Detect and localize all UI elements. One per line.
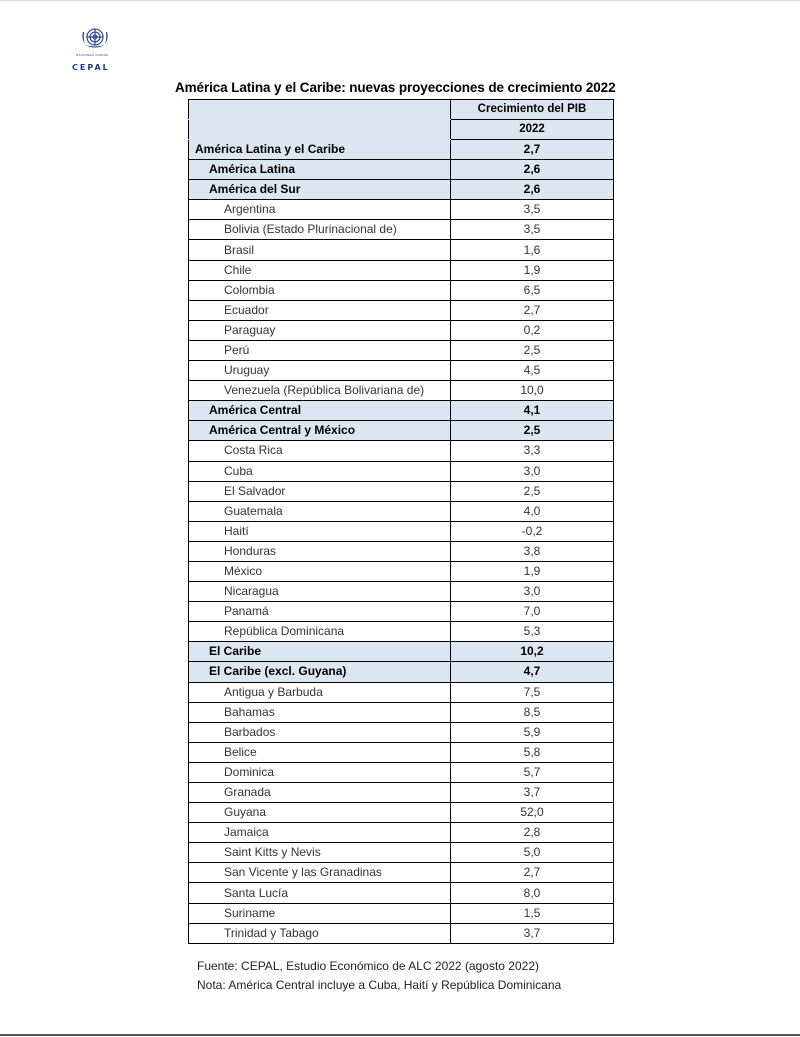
region-row <box>189 140 614 160</box>
table-row <box>189 501 614 521</box>
gdp-growth-value: 52,0 <box>451 803 614 823</box>
table-row <box>189 541 614 561</box>
table-row <box>189 742 614 762</box>
region-name: América Latina y el Caribe <box>189 140 451 160</box>
table-row <box>189 320 614 340</box>
header-blank-cell <box>189 120 451 140</box>
gdp-growth-value: 3,5 <box>451 200 614 220</box>
country-name: Suriname <box>189 903 451 923</box>
country-name: Uruguay <box>189 361 451 381</box>
table-row <box>189 280 614 300</box>
gdp-growth-value: 10,0 <box>451 381 614 401</box>
region-name: El Caribe (excl. Guyana) <box>189 662 451 682</box>
country-name: Dominica <box>189 762 451 782</box>
region-row <box>189 421 614 441</box>
region-name: América Central <box>189 401 451 421</box>
table-row <box>189 441 614 461</box>
gdp-growth-value: 4,7 <box>451 662 614 682</box>
country-name: Trinidad y Tabago <box>189 923 451 943</box>
table-row <box>189 361 614 381</box>
gdp-growth-value: 2,7 <box>451 300 614 320</box>
country-name: Belice <box>189 742 451 762</box>
page-bottom-border <box>0 1034 800 1036</box>
table-row <box>189 762 614 782</box>
source-note: Fuente: CEPAL, Estudio Económico de ALC 2022 (agosto 2022) <box>197 959 539 973</box>
gdp-growth-value: 3,7 <box>451 923 614 943</box>
country-name: Haití <box>189 521 451 541</box>
country-name: Guatemala <box>189 501 451 521</box>
gdp-growth-value: -0,2 <box>451 521 614 541</box>
region-name: América Latina <box>189 160 451 180</box>
gdp-growth-value: 3,7 <box>451 783 614 803</box>
gdp-growth-value: 1,9 <box>451 260 614 280</box>
table-row <box>189 622 614 642</box>
table-row <box>189 883 614 903</box>
table-row <box>189 561 614 581</box>
country-name: Bahamas <box>189 702 451 722</box>
table-row <box>189 702 614 722</box>
gdp-growth-value: 2,6 <box>451 160 614 180</box>
table-row <box>189 260 614 280</box>
country-name: Nicaragua <box>189 582 451 602</box>
table-row <box>189 783 614 803</box>
table-row <box>189 823 614 843</box>
gdp-growth-value: 2,7 <box>451 140 614 160</box>
country-name: República Dominicana <box>189 622 451 642</box>
table-row <box>189 903 614 923</box>
gdp-growth-value: 5,3 <box>451 622 614 642</box>
country-name: Costa Rica <box>189 441 451 461</box>
gdp-growth-value: 2,8 <box>451 823 614 843</box>
country-name: Chile <box>189 260 451 280</box>
table-row <box>189 200 614 220</box>
gdp-growth-value: 7,0 <box>451 602 614 622</box>
table-row <box>189 240 614 260</box>
gdp-growth-value: 4,5 <box>451 361 614 381</box>
cepal-wordmark: CEPAL <box>72 63 110 72</box>
country-name: Brasil <box>189 240 451 260</box>
table-notes <box>197 957 561 995</box>
gdp-growth-value: 2,5 <box>451 340 614 360</box>
page-top-border <box>0 0 800 1</box>
gdp-growth-value: 3,5 <box>451 220 614 240</box>
gdp-growth-value: 0,2 <box>451 320 614 340</box>
table-row <box>189 722 614 742</box>
header-metric: Crecimiento del PIB <box>451 100 614 120</box>
country-name: Colombia <box>189 280 451 300</box>
gdp-growth-value: 2,7 <box>451 863 614 883</box>
country-name: Barbados <box>189 722 451 742</box>
gdp-growth-value: 1,6 <box>451 240 614 260</box>
table-header-year-row <box>189 120 614 140</box>
country-name: Venezuela (República Bolivariana de) <box>189 381 451 401</box>
country-name: Jamaica <box>189 823 451 843</box>
document-title: América Latina y el Caribe: nuevas proyecciones de crecimiento 2022 <box>175 80 616 95</box>
table-row <box>189 803 614 823</box>
header-blank-cell <box>189 100 451 120</box>
gdp-growth-value: 1,5 <box>451 903 614 923</box>
table-row <box>189 582 614 602</box>
country-name: Santa Lucía <box>189 883 451 903</box>
country-name: Cuba <box>189 461 451 481</box>
country-name: Granada <box>189 783 451 803</box>
gdp-growth-value: 6,5 <box>451 280 614 300</box>
gdp-growth-value: 4,0 <box>451 501 614 521</box>
region-name: El Caribe <box>189 642 451 662</box>
country-name: El Salvador <box>189 481 451 501</box>
region-name: América del Sur <box>189 180 451 200</box>
country-name: San Vicente y las Granadinas <box>189 863 451 883</box>
footnote: Nota: América Central incluye a Cuba, Haití y República Dominicana <box>197 978 562 992</box>
gdp-growth-value: 3,0 <box>451 461 614 481</box>
gdp-growth-value: 2,6 <box>451 180 614 200</box>
gdp-growth-value: 5,8 <box>451 742 614 762</box>
country-name: México <box>189 561 451 581</box>
table-row <box>189 300 614 320</box>
table-header-row <box>189 100 614 120</box>
gdp-growth-value: 5,9 <box>451 722 614 742</box>
gdp-growth-value: 2,5 <box>451 481 614 501</box>
table-row <box>189 602 614 622</box>
table-row <box>189 340 614 360</box>
country-name: Panamá <box>189 602 451 622</box>
table-row <box>189 481 614 501</box>
region-row <box>189 642 614 662</box>
region-row <box>189 662 614 682</box>
country-name: Argentina <box>189 200 451 220</box>
region-row <box>189 401 614 421</box>
gdp-growth-value: 8,0 <box>451 883 614 903</box>
gdp-growth-value: 1,9 <box>451 561 614 581</box>
country-name: Bolivia (Estado Plurinacional de) <box>189 220 451 240</box>
table-row <box>189 843 614 863</box>
gdp-growth-value: 3,8 <box>451 541 614 561</box>
region-row <box>189 180 614 200</box>
country-name: Paraguay <box>189 320 451 340</box>
table-row <box>189 682 614 702</box>
country-name: Saint Kitts y Nevis <box>189 843 451 863</box>
gdp-growth-value: 3,3 <box>451 441 614 461</box>
table-row <box>189 461 614 481</box>
gdp-growth-value: 5,7 <box>451 762 614 782</box>
gdp-growth-value: 7,5 <box>451 682 614 702</box>
country-name: Guyana <box>189 803 451 823</box>
country-name: Honduras <box>189 541 451 561</box>
region-row <box>189 160 614 180</box>
gdp-growth-value: 8,5 <box>451 702 614 722</box>
gdp-growth-value: 5,0 <box>451 843 614 863</box>
gdp-growth-value: 10,2 <box>451 642 614 662</box>
gdp-growth-table <box>188 99 614 944</box>
gdp-growth-value: 3,0 <box>451 582 614 602</box>
country-name: Antigua y Barbuda <box>189 682 451 702</box>
table-row <box>189 923 614 943</box>
logo-subtitle: NACIONES UNIDAS <box>76 53 109 57</box>
country-name: Ecuador <box>189 300 451 320</box>
gdp-growth-value: 2,5 <box>451 421 614 441</box>
country-name: Perú <box>189 340 451 360</box>
region-name: América Central y México <box>189 421 451 441</box>
gdp-growth-value: 4,1 <box>451 401 614 421</box>
header-year: 2022 <box>451 120 614 140</box>
table-row <box>189 381 614 401</box>
table-row <box>189 521 614 541</box>
table-row <box>189 863 614 883</box>
table-row <box>189 220 614 240</box>
